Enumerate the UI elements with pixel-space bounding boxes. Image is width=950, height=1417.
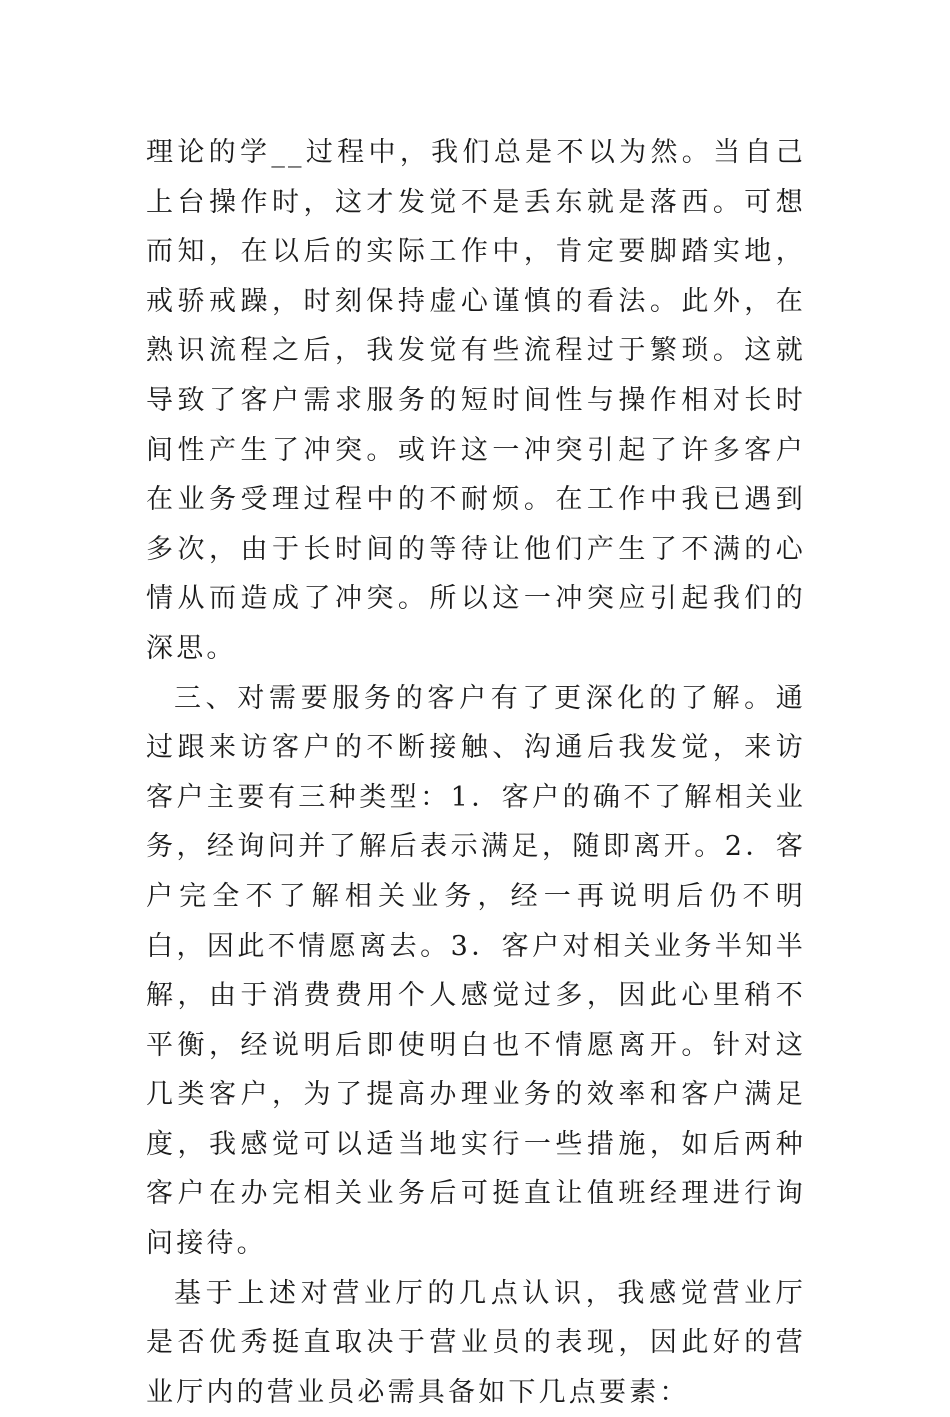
paragraph-continuation: 理论的学__过程中，我们总是不以为然。当自己上台操作时，这才发觉不是丢东就是落西。可想而知，在以后的实际工作中，肯定要脚踏实地，戒骄戒躁，时刻保持虚心谨慎的看法。此外，在熟识流程之后，我发觉有些流程过于繁琐。这就导致了客户需求服务的短时间性与操作相对长时间性产生了冲突。或许这一冲突引起了许多客户在业务受理过程中的不耐烦。在工作中我已遇到多次，由于长时间的等待让他们产生了不满的心情从而造成了冲突。所以这一冲突应引起我们的深思。 xyxy=(146,137,806,664)
paragraph-conclusion: 基于上述对营业厅的几点认识，我感觉营业厅是否优秀挺直取决于营业员的表现，因此好的营业厅内的营业员必需具备如下几点要素： xyxy=(146,1277,806,1408)
document-body xyxy=(146,128,806,1417)
paragraph-customer-types: 三、对需要服务的客户有了更深化的了解。通过跟来访客户的不断接触、沟通后我发觉，来访客户主要有三种类型：1．客户的确不了解相关业务，经询问并了解后表示满足，随即离开。2．客户完全不了解相关业务，经一再说明后仍不明白，因此不情愿离去。3．客户对相关业务半知半解，由于消费费用个人感觉过多，因此心里稍不平衡，经说明后即使明白也不情愿离开。针对这几类客户，为了提高办理业务的效率和客户满足度，我感觉可以适当地实行一些措施，如后两种客户在办完相关业务后可挺直让值班经理进行询问接待。 xyxy=(146,682,806,1260)
